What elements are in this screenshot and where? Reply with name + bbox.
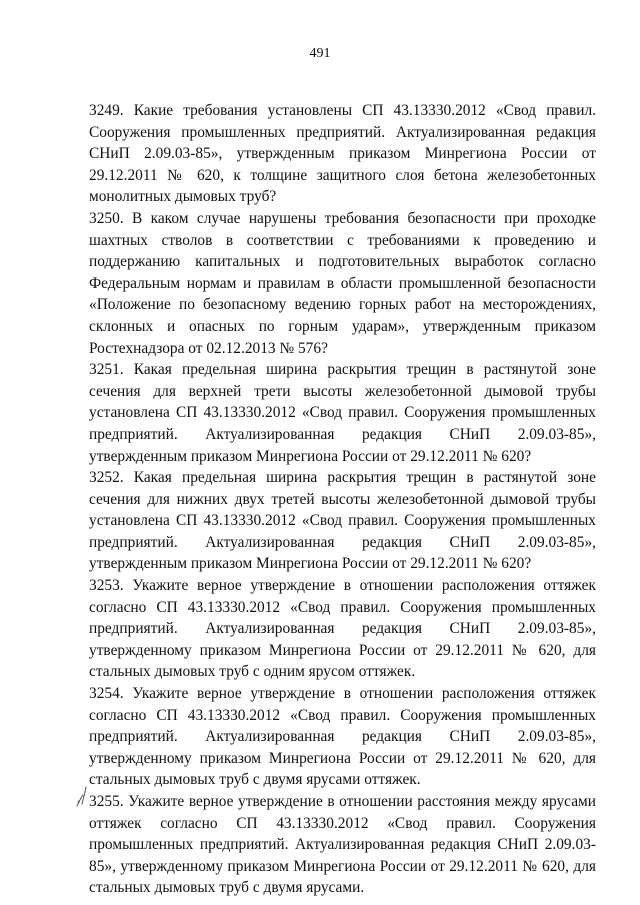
question-text: Укажите верное утверждение в отношении расстояния между ярусами оттяжек согласно СП 43.13330.2012 «Свод правил. Сооружения промышленных предприятий. Актуализированная редакция СНиП 2.09.03-85», утвержденному приказом Минрегиона России от 29.12.2011 № 620, для стальных дымовых труб с двумя ярусами. xyxy=(89,793,596,897)
question-text: Какая предельная ширина раскрытия трещин в растянутой зоне сечения для нижних двух третей высоты железобетонной дымовой трубы установлена СП 43.13330.2012 «Свод правил. Сооружения промышленных предприятий. Актуализированная редакция СНиП 2.09.03-85», утвержденным приказом Минрегиона России от 29.12.2011 № 620? xyxy=(89,469,596,573)
question-3249 xyxy=(89,100,596,208)
question-3253 xyxy=(89,575,596,683)
question-3255 xyxy=(89,791,596,899)
question-number: 3253. xyxy=(89,577,124,595)
question-text: Укажите верное утверждение в отношении расположения оттяжек согласно СП 43.13330.2012 «Свод правил. Сооружения промышленных предприятий. Актуализированная редакция СНиП 2.09.03-85», утвержденному приказом Минрегиона России от 29.12.2011 № 620, для стальных дымовых труб с двумя ярусами оттяжек. xyxy=(89,685,596,789)
question-3254 xyxy=(89,683,596,791)
question-3250 xyxy=(89,208,596,359)
page-number: 491 xyxy=(309,46,331,61)
question-3252 xyxy=(89,467,596,575)
question-number: 3255. xyxy=(89,793,124,810)
pen-mark-icon xyxy=(74,782,92,810)
question-text: Какие требования установлены СП 43.13330.2012 «Свод правил. Сооружения промышленных предприятий. Актуализированная редакция СНиП 2.09.03-85», утвержденным приказом Минрегиона России от 29.12.2011 № 620, к толщине защитного слоя бетона железобетонных монолитных дымовых труб? xyxy=(89,102,596,206)
question-text: Какая предельная ширина раскрытия трещин в растянутой зоне сечения для верхней трети высоты железобетонной дымовой трубы установлена СП 43.13330.2012 «Свод правил. Сооружения промышленных предприятий. Актуализированная редакция СНиП 2.09.03-85», утвержденным приказом Минрегиона России от 29.12.2011 № 620? xyxy=(89,361,596,465)
questions-list xyxy=(89,100,596,899)
question-number: 3252. xyxy=(89,469,124,487)
question-number: 3251. xyxy=(89,361,124,379)
question-number: 3250. xyxy=(89,209,124,227)
question-number: 3249. xyxy=(89,102,124,119)
question-number: 3254. xyxy=(89,685,124,703)
question-text: Укажите верное утверждение в отношении расположения оттяжек согласно СП 43.13330.2012 «Свод правил. Сооружения промышленных предприятий. Актуализированная редакция СНиП 2.09.03-85», утвержденному приказом Минрегиона России от 29.12.2011 № 620, для стальных дымовых труб с одним ярусом оттяжек. xyxy=(89,577,596,681)
question-text: В каком случае нарушены требования безопасности при проходке шахтных стволов в соответствии с требованиями к проведению и поддержанию капитальных и подготовительных выработок согласно Федеральным нормам и правилам в области промышленной безопасности «Положение по безопасному ведению горных работ на месторождениях, склонных и опасных по горным ударам», утвержденным приказом Ростехнадзора от 02.12.2013 № 576? xyxy=(89,209,597,357)
question-3251 xyxy=(89,359,596,467)
